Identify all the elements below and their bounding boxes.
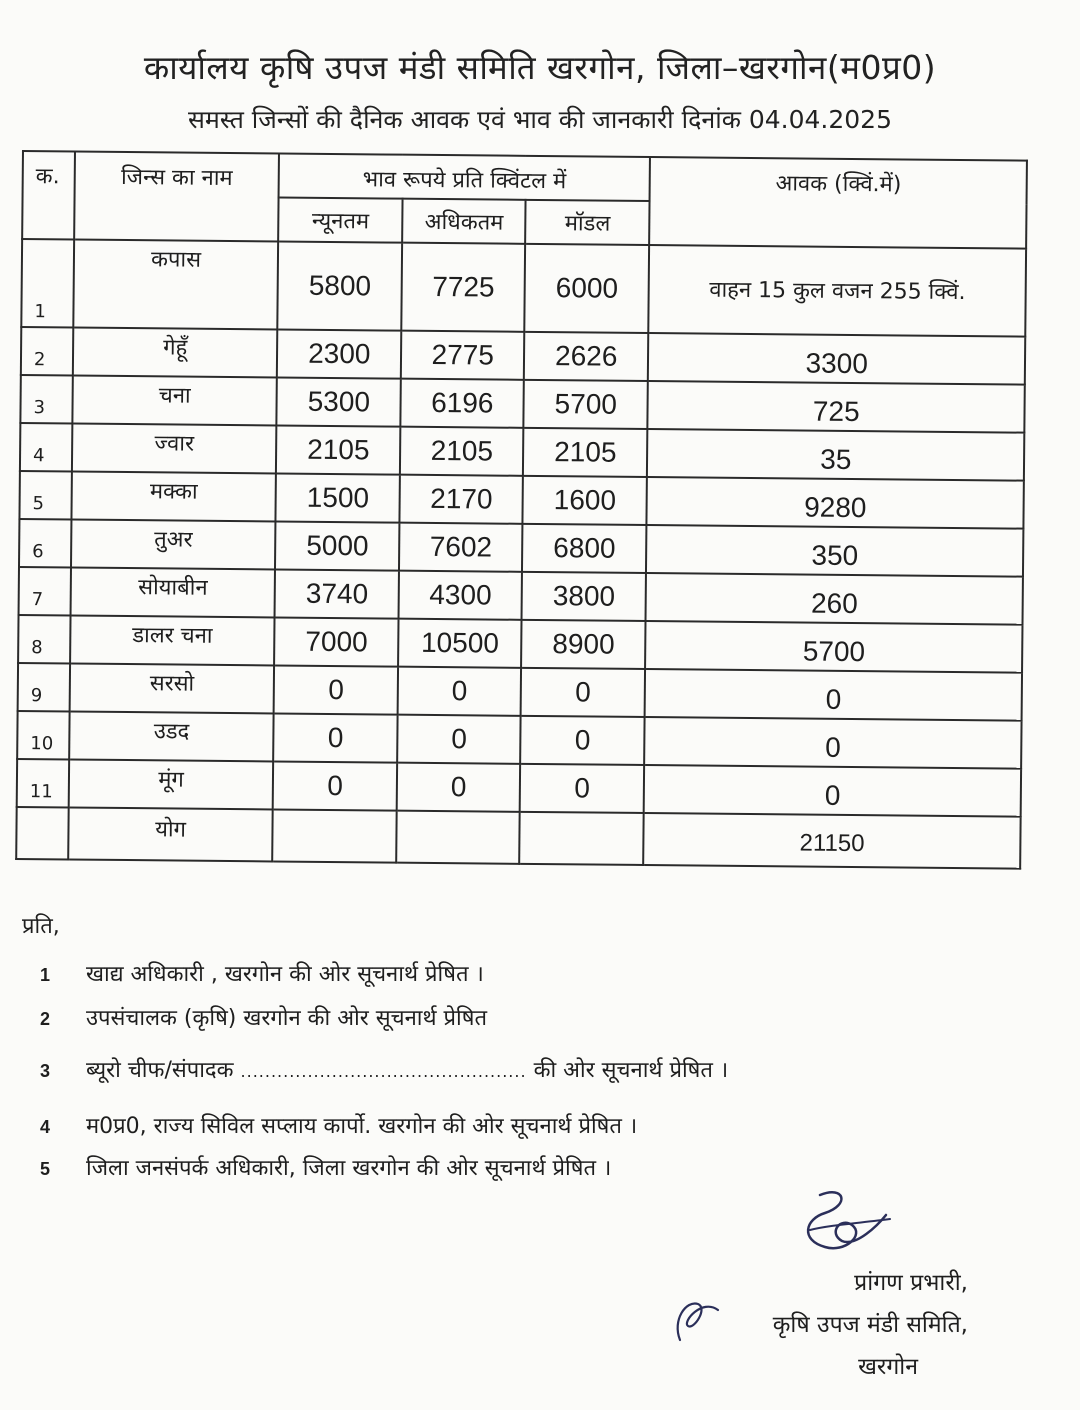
table-row [21,239,1026,337]
recipient-text: उपसंचालक (कृषि) खरगोन की ओर सूचनार्थ प्रेषित [86,1006,488,1031]
row-sno: 11 [17,759,70,807]
total-max-cell [397,811,520,864]
row-sno: 4 [20,423,73,471]
office-title: कार्यालय कृषि उपज मंडी समिति खरगोन, जिला–खरगोन(म0प्र0) [143,48,937,87]
model-price: 0 [520,764,645,813]
row-sno: 8 [18,615,71,663]
signatory-office: कृषि उपज मंडी समिति, [772,1312,968,1338]
header-arrival: आवक (क्विं.में) [650,157,1027,249]
signatory-place: खरगोन [858,1354,918,1380]
row-sno: 10 [17,711,70,759]
signatory-designation: प्रांगण प्रभारी, [854,1270,968,1296]
recipient-item [40,1054,728,1084]
total-label: योग [68,807,272,861]
row-sno: 6 [19,519,72,567]
recipient-number: 2 [40,1009,51,1029]
max-price: 2775 [401,331,524,380]
header-max-price: अधिकतम [403,199,526,244]
min-price: 0 [273,713,398,762]
header-min-price: न्यूनतम [278,197,403,242]
row-sno: 5 [19,471,72,519]
recipient-item [40,1002,487,1032]
row-sno: 1 [21,239,74,327]
total-model-cell [519,812,644,865]
commodity-name: कपास [74,240,279,330]
commodity-name: सरसो [70,663,274,713]
recipient-item [40,958,484,988]
commodity-name: सोयाबीन [71,567,275,617]
arrival-qty: 5700 [645,621,1022,673]
total-min-cell [272,809,397,862]
min-price: 3740 [275,569,400,618]
model-price: 6000 [524,244,649,333]
max-price: 0 [397,763,520,812]
model-price: 0 [521,668,646,717]
max-price: 7602 [399,523,522,572]
model-price: 2105 [523,428,648,477]
recipient-number: 4 [40,1117,51,1137]
arrival-qty: 9280 [647,477,1024,529]
total-row [16,807,1020,869]
max-price: 7725 [402,243,525,332]
blank-dotted-line: ............................................... [240,1062,527,1081]
signature-block [773,1262,968,1388]
header-price-group: भाव रूपये प्रति क्विंटल में [279,153,651,201]
arrival-qty: 35 [647,429,1024,481]
commodity-name: चना [73,376,277,426]
model-price: 2626 [524,332,649,381]
max-price: 10500 [399,619,522,668]
signature-initial-mark [668,1290,728,1350]
recipient-text-suffix: की ओर सूचनार्थ प्रेषित । [533,1058,729,1083]
commodity-name: तुअर [71,519,275,569]
header-commodity-name: जिन्स का नाम [74,152,279,242]
row-sno: 9 [18,663,71,711]
commodity-name: ज्वार [72,423,276,473]
total-sno-cell [16,807,69,859]
row-sno: 3 [20,375,73,423]
handwritten-signature [790,1185,900,1265]
arrival-qty: 3300 [648,333,1025,385]
recipient-item [40,1152,611,1182]
model-price: 6800 [522,524,647,573]
recipient-text: खाद्य अधिकारी , खरगोन की ओर सूचनार्थ प्रेषित । [86,962,484,987]
row-sno: 2 [21,327,74,375]
arrival-qty: 0 [645,669,1022,721]
arrival-qty: 350 [646,525,1023,577]
commodity-name: उडद [69,711,273,761]
recipient-number: 1 [40,965,51,985]
min-price: 0 [273,761,398,810]
row-sno: 7 [19,567,72,615]
min-price: 2300 [277,329,402,378]
max-price: 2170 [400,475,523,524]
model-price: 3800 [521,572,646,621]
model-price: 1600 [522,476,647,525]
commodity-name: डालर चना [70,615,274,665]
min-price: 5800 [277,241,402,330]
max-price: 0 [398,667,521,716]
max-price: 0 [398,715,521,764]
min-price: 1500 [275,473,400,522]
min-price: 7000 [274,617,399,666]
total-arrival: 21150 [644,813,1021,869]
recipient-number: 5 [40,1159,51,1179]
model-price: 5700 [523,380,648,429]
recipient-item [40,1110,637,1140]
min-price: 2105 [276,425,401,474]
max-price: 6196 [401,379,524,428]
header-sno: क. [22,151,75,239]
commodity-name: मूंग [69,759,273,809]
recipient-text: म0प्र0, राज्य सिविल सप्लाय कार्पो. खरगोन की ओर सूचनार्थ प्रेषित । [86,1114,638,1139]
commodity-name: मक्का [72,471,276,521]
max-price: 2105 [400,427,523,476]
max-price: 4300 [399,571,522,620]
recipient-text: ब्यूरो चीफ/संपादक [86,1058,234,1083]
arrival-qty: 0 [645,717,1022,769]
model-price: 8900 [521,620,646,669]
report-subtitle: समस्त जिन्सों की दैनिक आवक एवं भाव की जानकारी दिनांक 04.04.2025 [188,105,892,134]
recipient-text: जिला जनसंपर्क अधिकारी, जिला खरगोन की ओर सूचनार्थ प्रेषित । [86,1156,612,1181]
model-price: 0 [520,716,645,765]
min-price: 5300 [276,377,401,426]
rates-table [15,150,1028,870]
arrival-qty: 260 [646,573,1023,625]
min-price: 0 [274,665,399,714]
commodity-name: गेहूँ [73,328,277,378]
recipients-heading: प्रति, [22,914,60,939]
recipient-number: 3 [40,1061,51,1081]
header-model-price: मॉडल [525,200,650,245]
arrival-qty: 0 [644,765,1021,817]
arrival-qty: 725 [648,381,1025,433]
arrival-qty: वाहन 15 कुल वजन 255 क्विं. [649,245,1026,337]
min-price: 5000 [275,521,400,570]
